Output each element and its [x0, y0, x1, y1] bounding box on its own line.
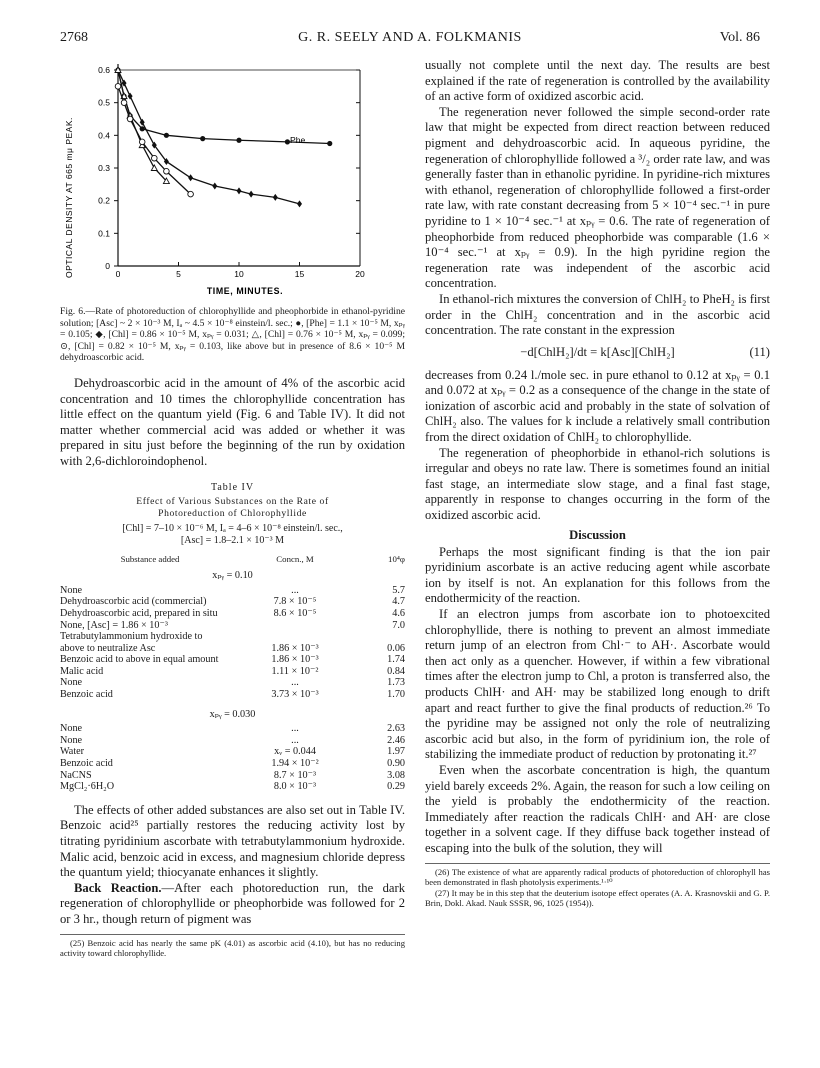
substance-cell: Benzoic acid: [60, 758, 113, 770]
substance-cell: None: [60, 734, 83, 746]
concn-cell: ...: [291, 677, 299, 689]
concn-cell: ...: [291, 723, 299, 735]
table-row: [60, 620, 405, 632]
col-header-phi: 10⁴φ: [388, 553, 405, 564]
substance-cell: Benzoic acid to above in equal amount: [60, 654, 219, 666]
table-title: Table IV: [210, 481, 255, 493]
x-axis-label: TIME, MINUTES.: [206, 286, 284, 296]
substance-cell: Malic acid: [60, 665, 104, 677]
volume-label: Vol. 86: [719, 30, 760, 45]
series-diamond-point: [273, 194, 278, 201]
back-reaction-heading: Back Reaction.: [74, 880, 162, 895]
x-tick-label: 5: [176, 269, 181, 279]
concn-cell: 1.86 × 10⁻³: [271, 642, 319, 654]
concn-cell: ...: [291, 734, 299, 746]
right-column: [425, 58, 770, 909]
series-circle-dot-point: [164, 168, 170, 174]
table-row: [60, 781, 405, 793]
table-conditions-line-1: [Chl] = 7–10 × 10⁻⁶ M, Iₐ = 4–6 × 10⁻⁸ einstein/l. sec.,: [122, 522, 343, 534]
series-diamond-point: [237, 187, 242, 194]
substance-cell: NaCNS: [60, 769, 92, 781]
series-diamond-point: [297, 200, 302, 207]
substance-cell: None, [Asc] = 1.86 × 10⁻³: [60, 619, 168, 631]
footnote-26: (26) The existence of what are apparently radical products of photoreduction of chlorophyll has been demonstrated in flash photolysis experiments.¹·¹⁰: [425, 866, 770, 888]
series-circle-dot-point: [139, 139, 145, 145]
col-header-substance: Substance added: [120, 553, 180, 564]
y-axis-label: OPTICAL DENSITY AT 665 mμ PEAK.: [64, 117, 74, 278]
right-footnotes: [425, 863, 770, 909]
back-reaction-text: —After each photoreduction run, the dark regeneration of chlorophyllide or pheophorbide was followed for 2 or 3 hr., though return of pigment was: [60, 880, 406, 926]
substance-cell: None: [60, 584, 83, 596]
figure-caption: Fig. 6.—Rate of photoreduction of chlorophyllide and pheophorbide in ethanol-pyridine solution; [Asc] ~ 2 × 10⁻³ M, Iₐ ~ 4.5 × 10⁻⁸ einstein/l. sec.; ●, [Phe] = 1.1 × 10⁻⁵ M, xₚᵧ = 0.105; ◆, [Chl] = 0.86 × 10⁻⁵ M, xₚᵧ = 0.031; △, [Chl] = 0.76 × 10⁻⁵ M, xₚᵧ = 0.099; ⊙, [Chl] = 0.82 × 10⁻⁵ M, xₚᵧ = 0.103, like above but in presence of 8.6 × 10⁻⁵ M dehydroascorbic acid.: [60, 306, 405, 364]
y-tick-label: 0.6: [98, 65, 110, 75]
phi-cell: 2.63: [387, 723, 405, 735]
substance-cell: Dehydroascorbic acid (commercial): [60, 596, 207, 608]
table-iv: [60, 554, 405, 793]
phi-cell: 0.84: [387, 665, 405, 677]
phi-cell: 0.90: [387, 758, 405, 770]
equation-11: [425, 345, 770, 360]
x-tick-label: 0: [115, 269, 121, 279]
equation-text: −d[ChlH₂]/dt = k[Asc][ChlH₂]: [520, 344, 675, 359]
substance-cell: Dehydroascorbic acid, prepared in situ: [60, 607, 218, 619]
phi-cell: 1.70: [387, 689, 405, 701]
series-triangle-point: [151, 165, 157, 171]
concn-cell: ...: [291, 584, 299, 596]
right-paragraph-1: usually not complete until the next day. The results are best explained if the rate of regeneration is controlled by the availability of an active form of oxidized ascorbic acid.: [425, 58, 770, 104]
concn-cell: 1.11 × 10⁻²: [271, 665, 319, 677]
table-row: [60, 723, 405, 735]
phi-cell: 5.7: [392, 584, 405, 596]
series-label-phe: Phe: [290, 135, 306, 145]
series-diamond-point: [212, 182, 217, 189]
left-paragraph-2: The effects of other added substances are also set out in Table IV. Benzoic acid²⁵ partially restores the reducing activity lost by titrating pyridinium ascorbate with tetrabutylammonium hydroxide. Malic acid, benzoic acid in excess, and magnesium chloride depress the quantum yield; thiocyanate enhances it slightly.: [60, 802, 405, 880]
concn-cell: 1.94 × 10⁻²: [271, 758, 319, 770]
table-row: [60, 746, 405, 758]
table-row: [60, 689, 405, 701]
right-paragraph-8: Even when the ascorbate concentration is high, the quantum yield barely exceeds 2%. Again, the reason for such a low ceiling on the yield is probably the endothermicity of the reaction. Immediately after reaction the radicals ChlH· and AH· are close together in a solvent cage. If they diffuse back together instead of escaping into the bulk of the solution, they will: [425, 762, 770, 855]
table-conditions: [60, 523, 405, 548]
x-tick-label: 10: [234, 269, 244, 279]
table-row: [60, 666, 405, 678]
concn-cell: [240, 620, 350, 632]
table-row: [60, 631, 405, 643]
y-tick-label: 0.5: [98, 97, 110, 108]
phi-cell: 2.46: [387, 734, 405, 746]
table-row: [60, 643, 405, 655]
table-subtitle-1: Effect of Various Substances on the Rate of: [136, 495, 329, 507]
concn-cell: 8.0 × 10⁻³: [273, 781, 317, 793]
series-diamond-line: [118, 70, 300, 204]
rate-chart: [60, 58, 405, 298]
left-footnotes: [60, 934, 405, 959]
concn-cell: xᵥ = 0.044: [274, 746, 316, 758]
right-paragraph-7: If an electron jumps from ascorbate ion to photoexcited chlorophyllide, there is nothing to prevent an almost immediate return jump of an electron from Chl·⁻ to AH·. Ascorbate would then act only as a quencher. However, if within a few vibrational times after the electron jump to Chl, a proton is transferred also, the products ChlH· and AH· may be stabilized long enough to drift apart and react further to give the final products of reduction.²⁶ To the pyridine may be assigned not only the role of neutralizing ascorbic acid but also, in the form of pyridinium ion, the role of stabilizing the immediate product of reduction by protonating it.²⁷: [425, 607, 770, 762]
phi-cell: 4.6: [392, 607, 405, 619]
table-row: [60, 596, 405, 608]
series-phe-point: [327, 141, 332, 146]
phi-cell: 0.29: [387, 781, 405, 793]
concn-cell: 8.6 × 10⁻⁵: [273, 607, 317, 619]
y-tick-label: 0: [105, 261, 110, 271]
series-diamond-point: [188, 174, 193, 181]
phi-cell: 1.73: [387, 677, 405, 689]
left-paragraph-3: [60, 881, 405, 928]
table-subtitle-2: Photoreduction of Chlorophyllide: [158, 507, 307, 519]
substance-cell: above to neutralize Asc: [60, 642, 156, 654]
concn-cell: 7.8 × 10⁻⁵: [273, 596, 317, 608]
right-paragraph-3: In ethanol-rich mixtures the conversion of ChlH₂ to PheH₂ is first order in the ChlH₂ concentration and in the ascorbic acid concentration. The rate constant in the expression: [425, 291, 770, 338]
series-phe-point: [164, 133, 169, 138]
substance-cell: Tetrabutylammonium hydroxide to: [60, 631, 203, 643]
phi-cell: [350, 631, 405, 643]
table-row: [60, 608, 405, 620]
y-tick-label: 0.3: [98, 163, 110, 173]
y-tick-label: 0.4: [98, 130, 110, 141]
group-header-1: xₚᵧ = 0.10: [212, 570, 253, 582]
x-tick-label: 20: [355, 269, 365, 279]
footnote-25: (25) Benzoic acid has nearly the same pK (4.01) as ascorbic acid (4.10), but has no reducing activity toward chlorophyllide.: [60, 937, 405, 959]
concn-cell: 1.86 × 10⁻³: [271, 654, 319, 666]
right-paragraph-5: The regeneration of pheophorbide in ethanol-rich solutions is irregular and obeys no rate law. There is sometimes found an initial fast stage, an intermediate slow stage, and a final fast stage, apparently in response to changes occurring in the form of the oxidized ascorbic acid.: [425, 445, 770, 523]
col-header-concn: Concn., M: [276, 553, 314, 564]
right-paragraph-6: Perhaps the most significant finding is that the ion pair pyridinium ascorbate is an active reducing agent while ascorbate ion by itself is not. An explanation for this follows from the endothermicity of the reaction.: [425, 544, 770, 606]
table-row: [60, 654, 405, 666]
phi-cell: 7.0: [392, 619, 405, 631]
series-circle-dot-point: [115, 84, 121, 90]
table-row: [60, 585, 405, 597]
substance-cell: Benzoic acid: [60, 689, 113, 701]
series-circle-dot-point: [152, 155, 158, 161]
series-circle-dot-point: [121, 100, 127, 106]
phi-cell: 0.06: [387, 642, 405, 654]
concn-cell: 8.7 × 10⁻³: [273, 769, 317, 781]
page-header: [60, 30, 760, 50]
equation-number: (11): [749, 344, 770, 359]
substance-cell: None: [60, 723, 83, 735]
x-tick-label: 15: [294, 269, 305, 279]
series-diamond-point: [249, 191, 254, 198]
y-tick-label: 0.2: [98, 195, 110, 206]
series-circle-dot-point: [188, 191, 194, 197]
left-paragraph-1: Dehydroascorbic acid in the amount of 4% of the ascorbic acid concentration and 10 times the chlorophyllide concentration has little effect on the quantum yield (Fig. 6 and Table IV). It did not matter whether commercial acid was added or whether it was prepared in situ just before the beginning of the run by oxidation with 2,6-dichloroindophenol.: [60, 375, 405, 468]
phi-cell: 4.7: [392, 596, 405, 608]
substance-cell: MgCl₂·6H₂O: [60, 781, 115, 793]
page-number: 2768: [60, 30, 88, 45]
concn-cell: 3.73 × 10⁻³: [271, 689, 319, 701]
right-paragraph-4: decreases from 0.24 l./mole sec. in pure ethanol to 0.12 at xₚᵧ = 0.1 and 0.072 at xₚᵧ = 0.2 as a consequence of the change in the state of ionization of ascorbic acid and probably in the state of solvation of ChlH₂ also. The values for k include a relatively small contribution from the direct oxidation of ChlH₂ to chlorophyllide.: [425, 367, 770, 445]
table-row: [60, 735, 405, 747]
running-title: G. R. SEELY AND A. FOLKMANIS: [298, 30, 522, 45]
phi-cell: 1.74: [387, 654, 405, 666]
figure-6: [60, 58, 405, 298]
table-row: [60, 677, 405, 689]
table-conditions-line-2: [Asc] = 1.8–2.1 × 10⁻³ M: [180, 535, 285, 547]
substance-cell: Water: [60, 746, 85, 758]
series-phe-line: [118, 70, 330, 144]
footnote-27: (27) It may be in this step that the deuterium isotope effect operates (A. A. Krasnovskii and G. P. Brin, Dokl. Akad. Nauk SSSR, 96, 1025 (1954)).: [425, 887, 770, 909]
table-row: [60, 758, 405, 770]
group-header-2: xₚᵧ = 0.030: [209, 708, 256, 720]
series-circle-dot-line: [118, 86, 191, 194]
substance-cell: None: [60, 677, 83, 689]
series-circle-dot-point: [127, 116, 133, 122]
phi-cell: 1.97: [387, 746, 405, 758]
discussion-heading: Discussion: [569, 527, 626, 542]
table-row: [60, 770, 405, 782]
series-phe-point: [200, 136, 205, 141]
concn-cell: [240, 631, 350, 643]
left-column: [60, 58, 405, 959]
series-phe-point: [236, 138, 241, 143]
y-tick-label: 0.1: [98, 228, 110, 239]
phi-cell: 3.08: [387, 769, 405, 781]
right-paragraph-2: The regeneration never followed the simple second-order rate law that might be expected from direct reaction between reduced pigment and dehydroascorbic acid. In aqueous pyridine, the regeneration of chlorophyllide followed a ³/₂ order rate law, and was generally faster than in ethanolic pyridine. In pyridine-rich mixtures with ethanol, regeneration of chlorophyllide followed a first-order rate law, with rate constant decreasing from 5 × 10⁻⁴ sec.⁻¹ in pure pyridine to 1 × 10⁻⁴ sec.⁻¹ at xₚᵧ = 0.6. The rate of regeneration of pheophorbide from reduced pheophorbide was comparable (1.6 × 10⁻⁴ sec.⁻¹ at xₚᵧ = 0.9). In the high pyridine region the regeneration rate was independent of the ascorbic acid concentration.: [425, 104, 770, 291]
